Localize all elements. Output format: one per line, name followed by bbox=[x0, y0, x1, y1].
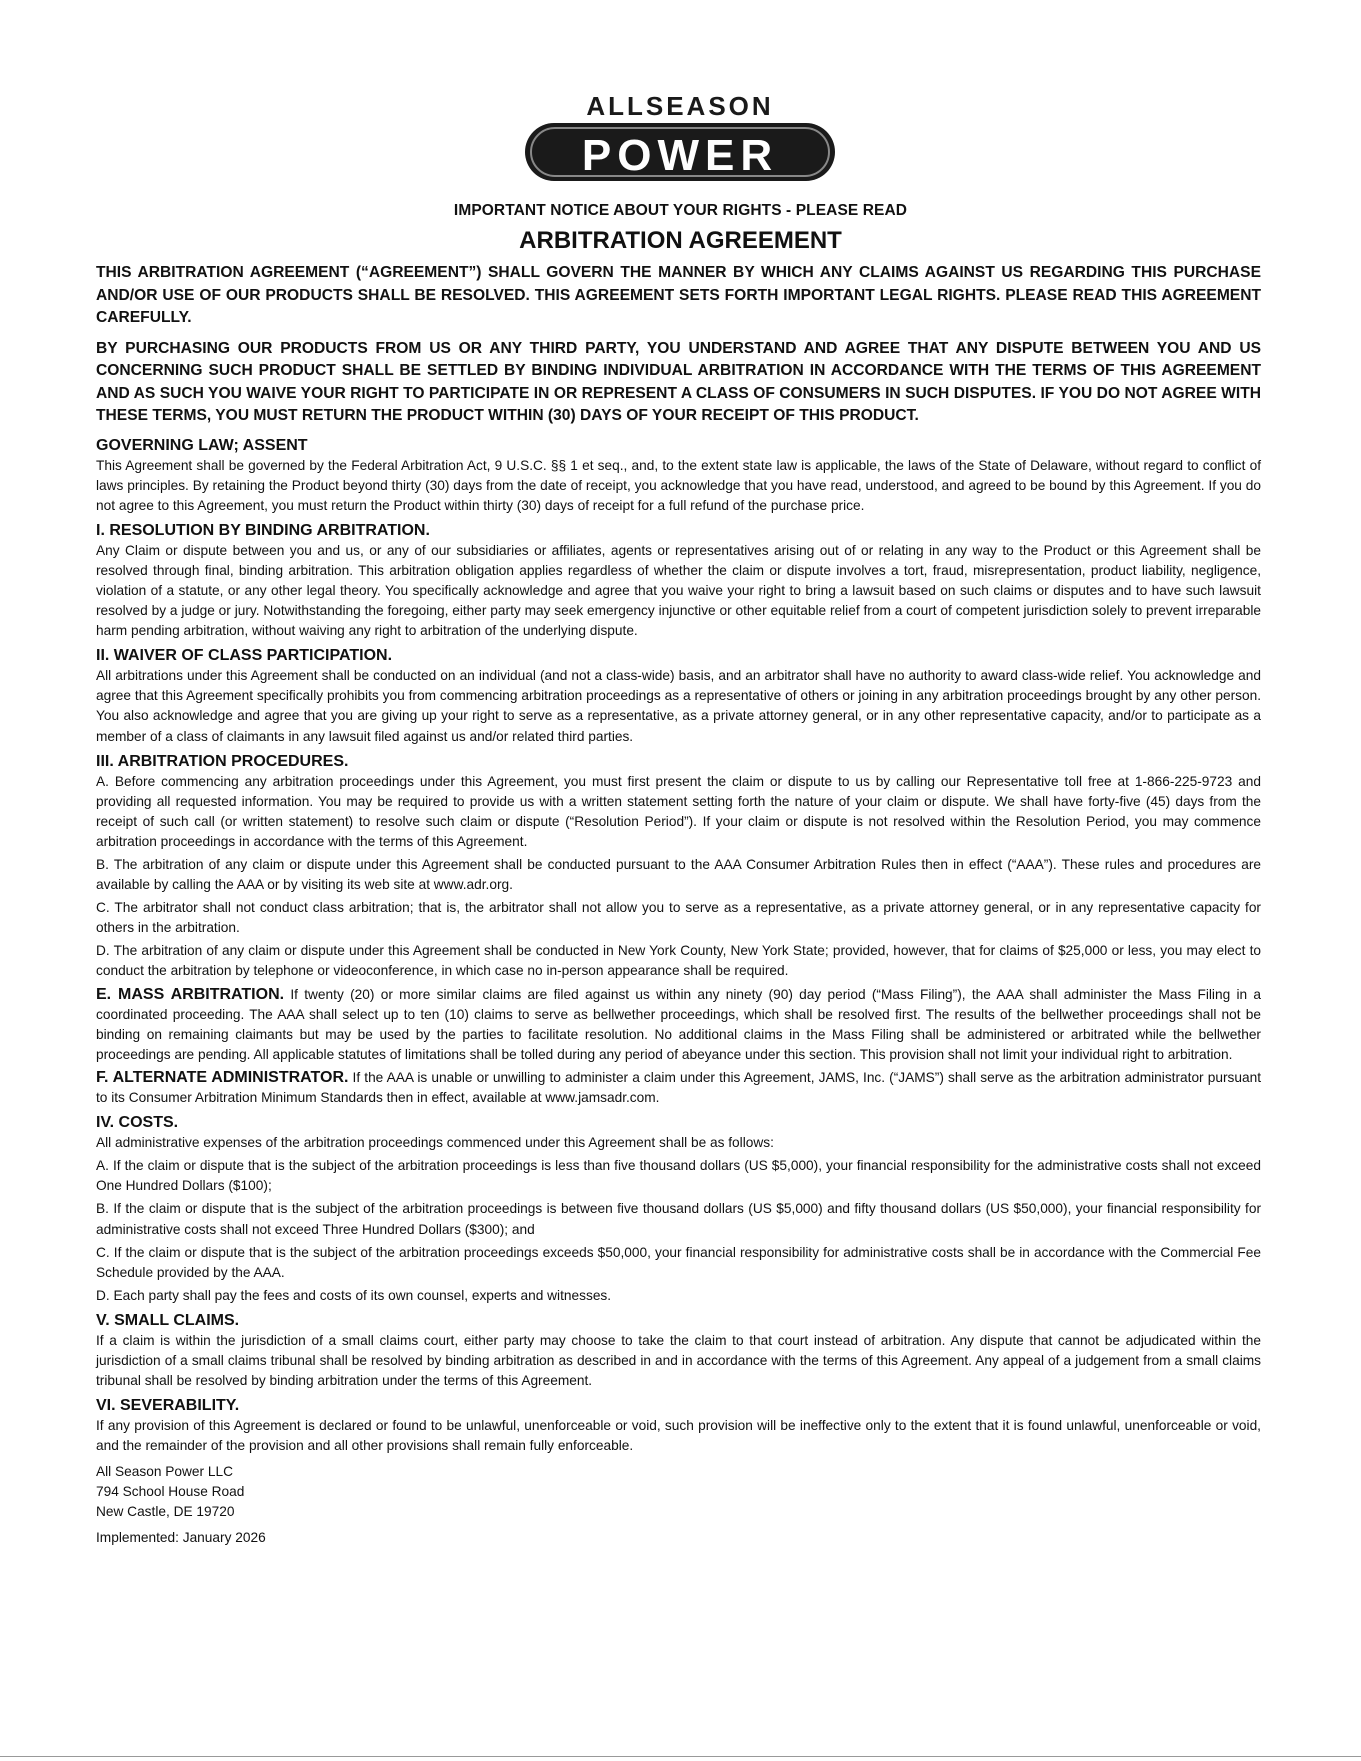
section-3-b: B. The arbitration of any claim or dispute under this Agreement shall be conducted pursuant to the AAA Consumer Arbitration Rules then in effect (“AAA”). These rules and procedures are available by calling the AAA or by visiting its web site at www.adr.org. bbox=[96, 857, 1261, 893]
governing-heading: GOVERNING LAW; ASSENT bbox=[96, 436, 308, 454]
section-4-heading: IV. COSTS. bbox=[96, 1114, 179, 1132]
section-4-d: D. Each party shall pay the fees and costs of its own counsel, experts and witnesses. bbox=[96, 1287, 612, 1303]
agreement-body bbox=[96, 262, 1261, 1548]
section-3-a: A. Before commencing any arbitration proceedings under this Agreement, you must first present the claim or dispute to us by calling our Representative toll free at 1-866-225-9723 and providing all requested information. You may be required to provide us with a written statement setting forth the nature of your claim or dispute. We shall have forty-five (45) days from the receipt of such call (or written statement) to resolve such claim or dispute (“Resolution Period”). If your claim or dispute is not resolved within the Resolution Period, you may commence arbitration proceedings in accordance with the terms of this Agreement. bbox=[96, 773, 1261, 849]
section-3-e bbox=[96, 985, 1261, 1065]
logo-top-text: ALLSEASON bbox=[586, 95, 774, 121]
governing-text: This Agreement shall be governed by the Federal Arbitration Act, 9 U.S.C. §§ 1 et seq., and, to the extent state law is applicable, the laws of the State of Delaware, without regard to conflict of laws principles. By retaining the Product beyond thirty (30) days from the date of receipt, you acknowledge that you have read, understood, and agreed to be bound by this Agreement. If you do not agree to this Agreement, you must return the Product within thirty (30) days of receipt for a full refund of the purchase price. bbox=[96, 457, 1261, 513]
section-4-intro: All administrative expenses of the arbitration proceedings commenced under this Agreement shall be as follows: bbox=[96, 1135, 774, 1151]
page-bottom-rule bbox=[0, 1756, 1361, 1757]
address-line-3: New Castle, DE 19720 bbox=[96, 1504, 235, 1520]
section-2-text: All arbitrations under this Agreement shall be conducted on an individual (and not a class-wide) basis, and an arbitrator shall have no authority to award class-wide relief. You acknowledge and agree that this Agreement specifically prohibits you from commencing arbitration proceedings as a representative of others or joining in any arbitration proceedings brought by any other person. You also acknowledge and agree that you are giving up your right to serve as a representative, as a private attorney general, or in any other representative capacity, and/or to participate as a member of a class of claimants in any lawsuit filed against us and/or related third parties. bbox=[96, 668, 1261, 744]
section-5-heading: V. SMALL CLAIMS. bbox=[96, 1311, 240, 1329]
section-3-heading: III. ARBITRATION PROCEDURES. bbox=[96, 752, 349, 770]
address-line-1: All Season Power LLC bbox=[96, 1464, 233, 1480]
section-3-e-text: If twenty (20) or more similar claims are filed against us within any ninety (90) day period (“Mass Filing”), the AAA shall administer the Mass Filing in a coordinated proceeding. The AAA shall select up to ten (10) claims to serve as bellwether proceedings, which shall be resolved first. The results of the bellwether proceedings shall not be binding on remaining claimants but may be used by the parties to facilitate resolution. No additional claims in the Mass Filing shall be administered or arbitrated while the bellwether proceedings are pending. All applicable statutes of limitations shall be tolled during any period of abeyance under this section. This provision shall not limit your individual right to arbitration. bbox=[96, 986, 1262, 1062]
section-3-f-text: If the AAA is unable or unwilling to administer a claim under this Agreement, JAMS, Inc. (“JAMS”) shall serve as the arbitration administrator pursuant to its Consumer Arbitration Minimum Standards then in effect, available at www.jamsadr.com. bbox=[96, 1069, 1261, 1106]
company-address bbox=[96, 1462, 1261, 1522]
section-3-f-lead: F. ALTERNATE ADMINISTRATOR. bbox=[96, 1068, 349, 1086]
intro-paragraph-1: THIS ARBITRATION AGREEMENT (“AGREEMENT”) SHALL GOVERN THE MANNER BY WHICH ANY CLAIMS AGAINST US REGARDING THIS PURCHASE AND/OR USE OF OUR PRODUCTS SHALL BE RESOLVED. THIS AGREEMENT SETS FORTH IMPORTANT LEGAL RIGHTS. PLEASE READ THIS AGREEMENT CAREFULLY. bbox=[96, 264, 1261, 326]
section-2-heading: II. WAIVER OF CLASS PARTICIPATION. bbox=[96, 647, 393, 665]
address-line-2: 794 School House Road bbox=[96, 1484, 245, 1500]
rights-notice: IMPORTANT NOTICE ABOUT YOUR RIGHTS - PLEASE READ bbox=[453, 202, 908, 219]
logo-main-text: POWER bbox=[581, 131, 779, 180]
section-6-text: If any provision of this Agreement is declared or found to be unlawful, unenforceable or void, such provision will be ineffective only to the extent that it is found unlawful, unenforceable or void, and the remainder of the provision and all other provisions shall remain fully enforceable. bbox=[96, 1418, 1261, 1454]
section-3-c: C. The arbitrator shall not conduct class arbitration; that is, the arbitrator shall not allow you to serve as a representative, as a private attorney general, or in any representative capacity for others in the arbitration. bbox=[96, 900, 1261, 936]
intro-paragraph-2: BY PURCHASING OUR PRODUCTS FROM US OR ANY THIRD PARTY, YOU UNDERSTAND AND AGREE THAT ANY DISPUTE BETWEEN YOU AND US CONCERNING SUCH PRODUCT SHALL BE SETTLED BY BINDING INDIVIDUAL ARBITRATION IN ACCORDANCE WITH THE TERMS OF THIS AGREEMENT AND AS SUCH YOU WAIVE YOUR RIGHT TO PARTICIPATE IN OR REPRESENT A CLASS OF CONSUMERS IN SUCH DISPUTES. IF YOU DO NOT AGREE WITH THESE TERMS, YOU MUST RETURN THE PRODUCT WITHIN (30) DAYS OF YOUR RECEIPT OF THIS PRODUCT. bbox=[96, 339, 1261, 424]
implemented-date: Implemented: January 2026 bbox=[96, 1530, 266, 1546]
section-1-heading: I. RESOLUTION BY BINDING ARBITRATION. bbox=[96, 521, 430, 539]
section-1-text: Any Claim or dispute between you and us, or any of our subsidiaries or affiliates, agents or representatives arising out of or relating in any way to the Product or this Agreement shall be resolved through final, binding arbitration. This arbitration obligation applies regardless of whether the claim or dispute involves a tort, fraud, misrepresentation, product liability, negligence, violation of a statute, or any other legal theory. You specifically acknowledge and agree that you waive your right to bring a lawsuit based on such claims or disputes and to have such lawsuit resolved by a judge or jury. Notwithstanding the foregoing, either party may seek emergency injunctive or other equitable relief from a court of competent jurisdiction solely to prevent irreparable harm pending arbitration, without waiving any right to arbitration of the underlying dispute. bbox=[96, 542, 1261, 639]
section-4-c: C. If the claim or dispute that is the subject of the arbitration proceedings exceeds $50,000, your financial responsibility for administrative costs shall be in accordance with the Commercial Fee Schedule provided by the AAA. bbox=[96, 1244, 1261, 1280]
section-3-f bbox=[96, 1068, 1261, 1108]
section-3-e-lead: E. MASS ARBITRATION. bbox=[96, 985, 285, 1003]
brand-logo bbox=[525, 95, 835, 185]
section-6-heading: VI. SEVERABILITY. bbox=[96, 1397, 240, 1415]
document-title: ARBITRATION AGREEMENT bbox=[519, 227, 842, 254]
section-4-a: A. If the claim or dispute that is the subject of the arbitration proceedings is less than five thousand dollars (US $5,000), your financial responsibility for the administrative costs shall not exceed One Hundred Dollars ($100); bbox=[96, 1158, 1261, 1194]
section-5-text: If a claim is within the jurisdiction of a small claims court, either party may choose to take the claim to that court instead of arbitration. Any dispute that cannot be adjudicated within the jurisdiction of a small claims tribunal shall be resolved by binding arbitration as described in and in accordance with the terms of this Agreement. Any appeal of a judgement from a small claims tribunal shall be resolved by binding arbitration under the terms of this Agreement. bbox=[96, 1332, 1261, 1389]
section-3-d: D. The arbitration of any claim or dispute under this Agreement shall be conducted in New York County, New York State; provided, however, that for claims of $25,000 or less, you may elect to conduct the arbitration by telephone or videoconference, in which case no in-person appearance shall be required. bbox=[96, 943, 1261, 979]
section-4-b: B. If the claim or dispute that is the subject of the arbitration proceedings is between five thousand dollars (US $5,000) and fifty thousand dollars (US $50,000), your financial responsibility for administrative costs shall not exceed Three Hundred Dollars ($300); and bbox=[96, 1201, 1261, 1237]
